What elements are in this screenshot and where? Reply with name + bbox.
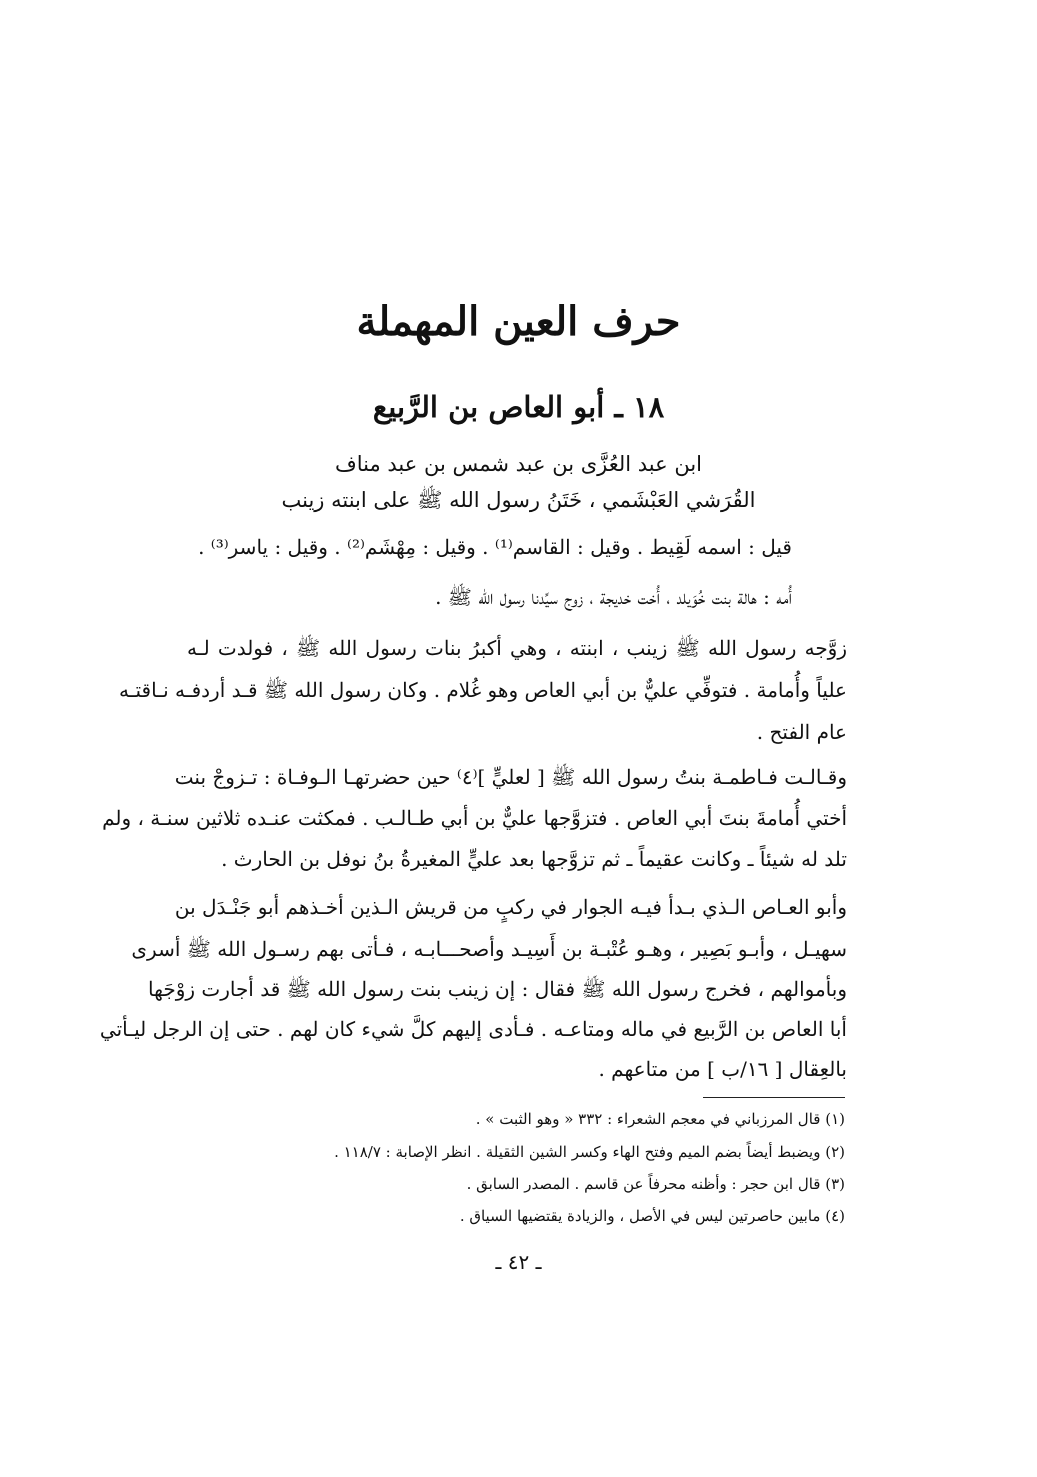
footnote: (١) قال المرزباني في معجم الشعراء : ٣٣٢ « وهو الثبت » . xyxy=(475,1110,845,1128)
paragraph-line: وقـالـت فـاطمـة بنتُ رسول الله ﷺ [ لعليٍّ ]⁽٤⁾ حين حضرتهـا الـوفـاة : تـزوجْ بنت xyxy=(174,765,847,789)
paragraph-line: تلد له شيئاً ـ وكانت عقيماً ـ ثم تزوَّجها بعد عليٍّ المغيرةُ بنُ نوفل بن الحارث . xyxy=(221,847,847,871)
page-number: ـ ٤٢ ـ xyxy=(495,1250,542,1274)
entry-heading: ١٨ ـ أبو العاص بن الرَّبيع xyxy=(372,390,665,424)
footnote: (٢) ويضبط أيضاً بضم الميم وفتح الهاء وكسر الشين الثقيلة . انظر الإصابة : ١١٨/٧ . xyxy=(334,1143,845,1161)
paragraph-line: أختي أُمامةَ بنتَ أبي العاص . فتزوَّجها عليٌّ بن أبي طـالـب . فمكثت عنـده ثلاثين سنـة ، ولم xyxy=(102,806,847,830)
paragraph-line: بالعِقال [ ١٦/ب ] من متاعهم . xyxy=(598,1057,847,1081)
entry-description: القُرَشي العَبْشَمي ، خَتَنُ رسول الله ﷺ على ابنته زينب xyxy=(281,488,756,512)
paragraph-line: سهيـل ، وأبـو بَصِير ، وهـو عُتْبـة بن أَسِيـد وأصحـــابـه ، فـأتى بهم رسـول الله ﷺ أسرى xyxy=(131,937,847,961)
footnote: (٤) مابين حاصرتين ليس في الأصل ، والزيادة يقتضيها السياق . xyxy=(459,1207,845,1225)
entry-lineage: ابن عبد العُزَّى بن عبد شمس بن عبد مناف xyxy=(334,452,703,476)
mother-line: أُمه : هالة بنت خُوَيلد ، أُخت خديجة ، زوج سيِّدنا رسول الله ﷺ . xyxy=(435,585,792,609)
paragraph-line: وأبو العـاص الـذي بـدأ فيـه الجوار في ركبٍ من قريش الـذين أخـذهم أبو جَنْـدَل بن xyxy=(174,895,847,919)
footnote: (٣) قال ابن حجر : وأظنه محرفاً عن قاسم . المصدر السابق . xyxy=(466,1175,845,1193)
paragraph-line: علياً وأُمامة . فتوفِّي عليٌّ بن أبي العاص وهو غُلام . وكان رسول الله ﷺ قـد أردفـه نـاقتـه xyxy=(118,678,847,702)
paragraph-line: عام الفتح . xyxy=(756,720,847,744)
paragraph-line: وبأموالهم ، فخرج رسول الله ﷺ فقال : إن زينب بنت رسول الله ﷺ قد أجارت زوْجَها xyxy=(148,977,847,1001)
paragraph-line: أبا العاص بن الرَّبيع في ماله ومتاعـه . فـأدى إليهم كلَّ شيء كان لهم . حتى إن الرجل ليـأتي xyxy=(99,1017,847,1041)
chapter-title: حرف العين المهملة xyxy=(356,298,681,345)
paragraph-line: زوَّجه رسول الله ﷺ زينب ، ابنته ، وهي أكبرُ بنات رسول الله ﷺ ، فولدت لـه xyxy=(187,636,847,660)
footnote-divider xyxy=(703,1097,845,1098)
name-line: قيل : اسمه لَقِيط . وقيل : القاسم⁽¹⁾ . وقيل : مِهْشَم⁽²⁾ . وقيل : ياسر⁽³⁾ . xyxy=(198,535,792,559)
